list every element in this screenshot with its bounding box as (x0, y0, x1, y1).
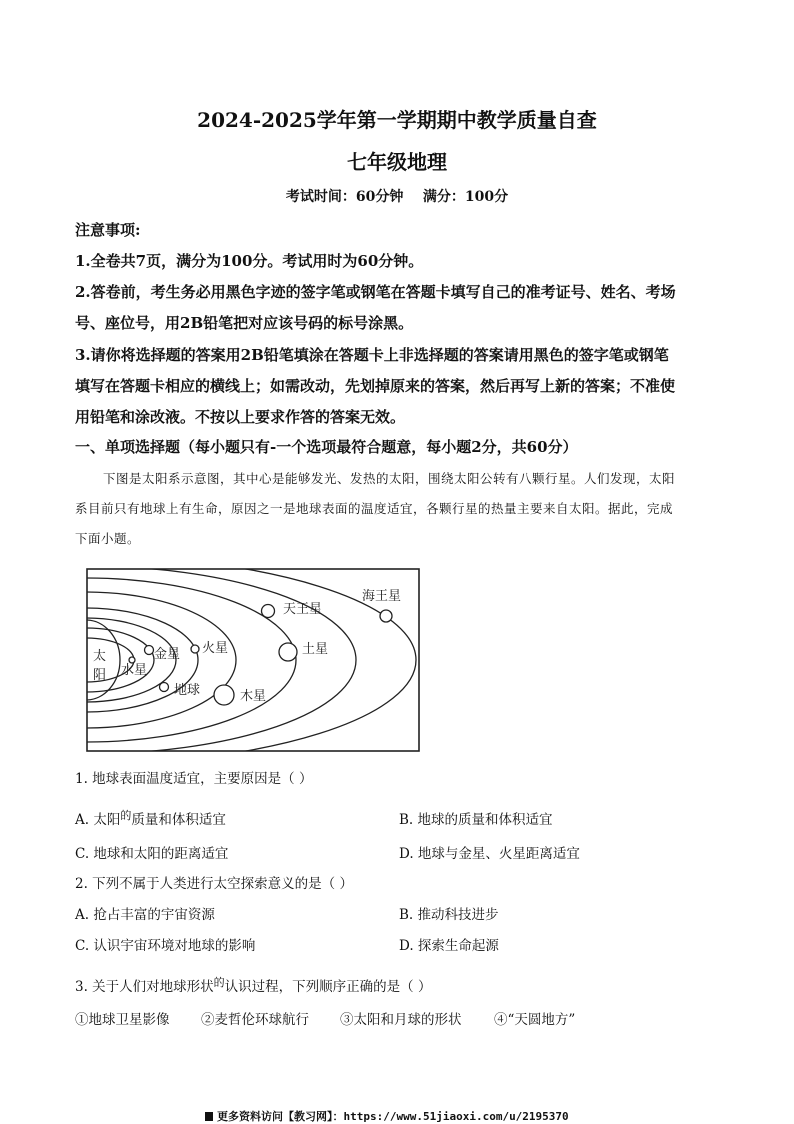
stem-text: 认识过程，下列顺序正确的是（ ） (224, 979, 432, 995)
sun-label: 太 (93, 649, 107, 664)
question-3-item: ③太阳和月球的形状 (340, 1012, 462, 1028)
option-text: A. 太阳 (75, 812, 121, 828)
solar-system-diagram (86, 568, 420, 752)
question-3-item: ②麦哲伦环球航行 (201, 1012, 309, 1028)
intro-line: 系目前只有地球上有生命，原因之一是地球表面的温度适宜，各颗行星的热量主要来自太阳。据此，完成 (75, 501, 674, 516)
question-1-stem: 1. 地球表面温度适宜，主要原因是（ ） (75, 771, 313, 787)
question-2-option-a[interactable]: A. 抢占丰富的宇宙资源 (75, 907, 215, 923)
note-line: 1.全卷共7页，满分为100分。考试用时为60分钟。 (75, 252, 424, 270)
note-line: 3.请你将选择题的答案用2B铅笔填涂在答题卡上非选择题的答案请用黑色的签字笔或钢笔 (75, 346, 669, 364)
question-1-option-d[interactable]: D. 地球与金星、火星距离适宜 (399, 846, 580, 862)
question-2-option-b[interactable]: B. 推动科技进步 (399, 907, 499, 923)
saturn-planet (279, 643, 297, 661)
mars-label: 火星 (202, 641, 229, 656)
footer-link[interactable] (205, 1108, 569, 1124)
flag-icon (205, 1112, 213, 1121)
venus-label: 金星 (154, 647, 181, 662)
question-3-item: ①地球卫星影像 (75, 1012, 170, 1028)
question-3-stem (75, 975, 431, 995)
stem-text: 3. 关于人们对地球形状 (75, 979, 214, 995)
notes-heading: 注意事项: (75, 221, 141, 239)
question-2-option-c[interactable]: C. 认识宇宙环境对地球的影响 (75, 938, 256, 954)
mercury-label: 水星 (121, 663, 148, 678)
jupiter-planet (214, 685, 234, 705)
saturn-label: 土星 (302, 642, 329, 657)
note-line: 填写在答题卡相应的横线上；如需改动，先划掉原来的答案，然后再写上新的答案；不准使 (75, 377, 676, 395)
neptune-label: 海王星 (362, 589, 402, 604)
exam-meta: 考试时间：60分钟 满分：100分 (285, 189, 509, 205)
intro-line: 下面小题。 (75, 531, 141, 546)
exam-subject: 七年级地理 (347, 150, 447, 174)
neptune-planet (380, 610, 392, 622)
jupiter-label: 木星 (240, 689, 267, 704)
question-1-option-a[interactable] (75, 808, 226, 828)
uranus-planet (262, 605, 275, 618)
question-1-option-c[interactable]: C. 地球和太阳的距离适宜 (75, 846, 229, 862)
earth-label: 地球 (174, 683, 201, 698)
question-3-item: ④“天圆地方” (494, 1012, 576, 1028)
note-line: 2.答卷前，考生务必用黑色字迹的签字笔或钢笔在答题卡填写自己的准考证号、姓名、考场 (75, 283, 676, 301)
sun-label: 阳 (93, 668, 107, 683)
venus-planet (145, 646, 154, 655)
question-1-option-b[interactable]: B. 地球的质量和体积适宜 (399, 812, 553, 828)
section-heading: 一、单项选择题（每小题只有-一个选项最符合题意，每小题2分，共60分） (75, 438, 578, 456)
stem-text: 的 (213, 976, 225, 989)
intro-line: 下图是太阳系示意图，其中心是能够发光、发热的太阳，围绕太阳公转有八颗行星。人们发现，太阳 (103, 471, 676, 486)
question-2-option-d[interactable]: D. 探索生命起源 (399, 938, 499, 954)
earth-planet (160, 683, 169, 692)
question-2-stem: 2. 下列不属于人类进行太空探索意义的是（ ） (75, 876, 353, 892)
uranus-label: 天王星 (283, 602, 323, 617)
exam-title: 2024-2025学年第一学期期中教学质量自查 (197, 108, 597, 132)
footer-text: 更多资料访问【教习网】：https://www.51jiaoxi.com/u/2195370 (217, 1110, 569, 1123)
option-text: 的 (120, 809, 132, 822)
note-line: 用铅笔和涂改液。不按以上要求作答的答案无效。 (75, 408, 406, 426)
mars-planet (191, 645, 199, 653)
note-line: 号、座位号，用2B铅笔把对应该号码的标号涂黑。 (75, 314, 414, 332)
option-text: 质量和体积适宜 (131, 812, 226, 828)
